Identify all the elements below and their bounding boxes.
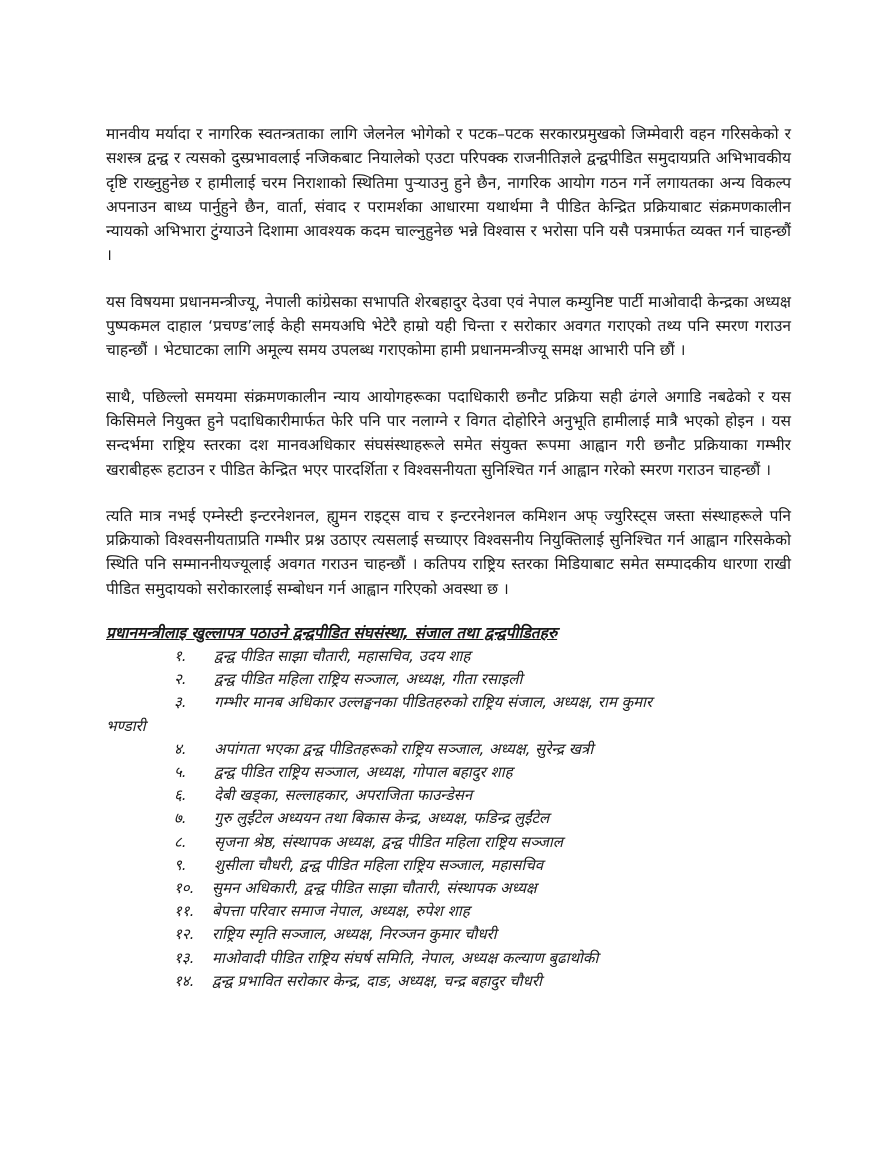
list-text: गम्भीर मानब अधिकार उल्लङ्घनका पीडितहरुको राष्ट्रिय संजाल, अध्यक्ष, राम कुमार <box>214 693 653 712</box>
list-number: १२. <box>174 925 195 944</box>
list-item <box>106 923 791 946</box>
list-item <box>106 947 791 970</box>
list-item <box>106 668 791 691</box>
list-item <box>106 761 791 784</box>
list-number: ७. <box>174 809 187 828</box>
list-text: द्वन्द्व पीडित साझा चौतारी, महासचिव, उदय शाह <box>214 647 471 666</box>
list-number: १. <box>174 647 187 666</box>
paragraph-3: साथै, पछिल्लो समयमा संक्रमणकालीन न्याय आयोगहरूका पदाधिकारी छनौट प्रक्रिया सही ढंगले अगाडि नबढेको र यस किसिमले नियुक्त हुने पदाधिकारीमार्फत फेरि पनि पार नलाग्ने र विगत दोहोरिने अनुभूति हामीलाई मात्रै भएको होइन । यस सन्दर्भमा राष्ट्रिय स्तरका दश मानवअधिकार संघसंस्थाहरूले समेत संयुक्त रूपमा आह्वान गरी छनौट प्रक्रियाका गम्भीर खराबीहरू हटाउन र पीडित केन्द्रित भएर पारदर्शिता र विश्वसनीयता सुनिश्चित गर्न आह्वान गरेको स्मरण गराउन चाहन्छौं । <box>106 387 791 479</box>
list-number: १०. <box>174 879 195 898</box>
list-number: ९. <box>174 855 187 874</box>
list-item <box>106 784 791 807</box>
list-item <box>106 854 791 877</box>
list-text: राष्ट्रिय स्मृति सञ्जाल, अध्यक्ष, निरञ्जन कुमार चौधरी <box>212 925 497 944</box>
list-text: सुमन अधिकारी, द्वन्द्व पीडित साझा चौतारी, संस्थापक अध्यक्ष <box>212 879 537 898</box>
list-number: १३. <box>174 948 195 967</box>
list-item <box>106 970 791 993</box>
list-text: देबी खड्का, सल्लाहकार, अपराजिता फाउन्डेसन <box>214 786 473 805</box>
list-number: ३. <box>174 693 187 712</box>
list-number: ४. <box>174 739 187 758</box>
list-item <box>106 691 791 737</box>
list-text: सृजना श्रेष्ठ, संस्थापक अध्यक्ष, द्वन्द्व पीडित महिला राष्ट्रिय सञ्जाल <box>214 832 563 851</box>
paragraph-1: मानवीय मर्यादा र नागरिक स्वतन्त्रताका लागि जेलनेल भोगेको र पटक–पटक सरकारप्रमुखको जिम्मेवारी वहन गरिसकेको र सशस्त्र द्वन्द्व र त्यसको दुस्प्रभावलाई नजिकबाट नियालेको एउटा परिपक्क राजनीतिज्ञले द्वन्द्वपीडित समुदायप्रति अभिभावकीय दृष्टि राख्नुहुनेछ र हामीलाई चरम निराशाको स्थितिमा पुऱ्याउनु हुने छैन, नागरिक आयोग गठन गर्ने लगायतका अन्य विकल्प अपनाउन बाध्य पार्नुहुने छैन, वार्ता, संवाद र परामर्शका आधारमा यथार्थमा नै पीडित केन्द्रित प्रक्रियाबाट संक्रमणकालीन न्यायको अभिभारा टुंग्याउने दिशामा आवश्यक कदम चाल्नुहुनेछ भन्ने विश्वास र भरोसा पनि यसै पत्रमार्फत व्यक्त गर्न चाहन्छौं । <box>106 125 791 265</box>
list-number: ११. <box>174 902 195 921</box>
list-text: शुसीला चौधरी, द्वन्द्व पीडित महिला राष्ट्रिय सञ्जाल, महासचिव <box>214 855 544 874</box>
list-text: गुरु लुईंटेल अध्ययन तथा बिकास केन्द्र, अध्यक्ष, फडिन्द्र लुईंटेल <box>214 809 550 828</box>
list-item <box>106 807 791 830</box>
list-number: १४. <box>174 971 195 990</box>
list-text: माओवादी पीडित राष्ट्रिय संघर्ष समिति, नेपाल, अध्यक्ष कल्याण बुढाथोकी <box>212 948 599 967</box>
list-text: अपांगता भएका द्वन्द्व पीडितहरूको राष्ट्रिय सञ्जाल, अध्यक्ष, सुरेन्द्र खत्री <box>214 739 594 758</box>
list-number: ५. <box>174 763 187 782</box>
signatories-list <box>106 645 791 993</box>
list-number: ८. <box>174 832 187 851</box>
list-item <box>106 738 791 761</box>
list-text: द्वन्द्व प्रभावित सरोकार केन्द्र, दाङ, अध्यक्ष, चन्द्र बहादुर चौधरी <box>212 971 542 990</box>
list-number: २. <box>174 670 187 689</box>
list-text: द्वन्द्व पीडित राष्ट्रिय सञ्जाल, अध्यक्ष, गोपाल बहादुर शाह <box>214 763 513 782</box>
list-text: द्वन्द्व पीडित महिला राष्ट्रिय सञ्जाल, अध्यक्ष, गीता रसाइली <box>214 670 523 689</box>
list-text-continued: भण्डारी <box>106 716 146 735</box>
list-text: बेपत्ता परिवार समाज नेपाल, अध्यक्ष, रुपेश शाह <box>212 902 470 921</box>
list-item <box>106 831 791 854</box>
list-item <box>106 900 791 923</box>
list-number: ६. <box>174 786 187 805</box>
paragraph-2: यस विषयमा प्रधानमन्त्रीज्यू, नेपाली कांग्रेसका सभापति शेरबहादुर देउवा एवं नेपाल कम्युनिष्ट पार्टी माओवादी केन्द्रका अध्यक्ष पुष्पकमल दाहाल ‘प्रचण्ड’लाई केही समयअघि भेटेरै हाम्रो यही चिन्ता र सरोकार अवगत गराएको तथ्य पनि स्मरण गराउन चाहन्छौं । भेटघाटका लागि अमूल्य समय उपलब्ध गराएकोमा हामी प्रधानमन्त्रीज्यू समक्ष आभारी पनि छौं । <box>106 292 791 360</box>
document-page <box>106 122 791 993</box>
signatories-heading: प्रधानमन्त्रीलाइ खुल्लापत्र पठाउने द्वन्द्वपीडित संघसंस्था, संजाल तथा द्वन्द्वपीडितहरु <box>106 624 558 643</box>
paragraph-4: त्यति मात्र नभई एम्नेस्टी इन्टरनेशनल, ह्युमन राइट्स वाच र इन्टरनेशनल कमिशन अफ् ज्युरिस्ट्स जस्ता संस्थाहरूले पनि प्रक्रियाको विश्वसनीयताप्रति गम्भीर प्रश्न उठाएर त्यसलाई सच्याएर विश्वसनीय नियुक्तिलाई सुनिश्चित गर्न आह्वान गरिसकेको स्थिति पनि सम्माननीयज्यूलाई अवगत गराउन चाहन्छौं । कतिपय राष्ट्रिय स्तरका मिडियाबाट समेत सम्पादकीय धारणा राखी पीडित समुदायको सरोकारलाई सम्बोधन गर्न आह्वान गरिएको अवस्था छ । <box>106 506 791 598</box>
list-item <box>106 877 791 900</box>
list-item <box>106 645 791 668</box>
